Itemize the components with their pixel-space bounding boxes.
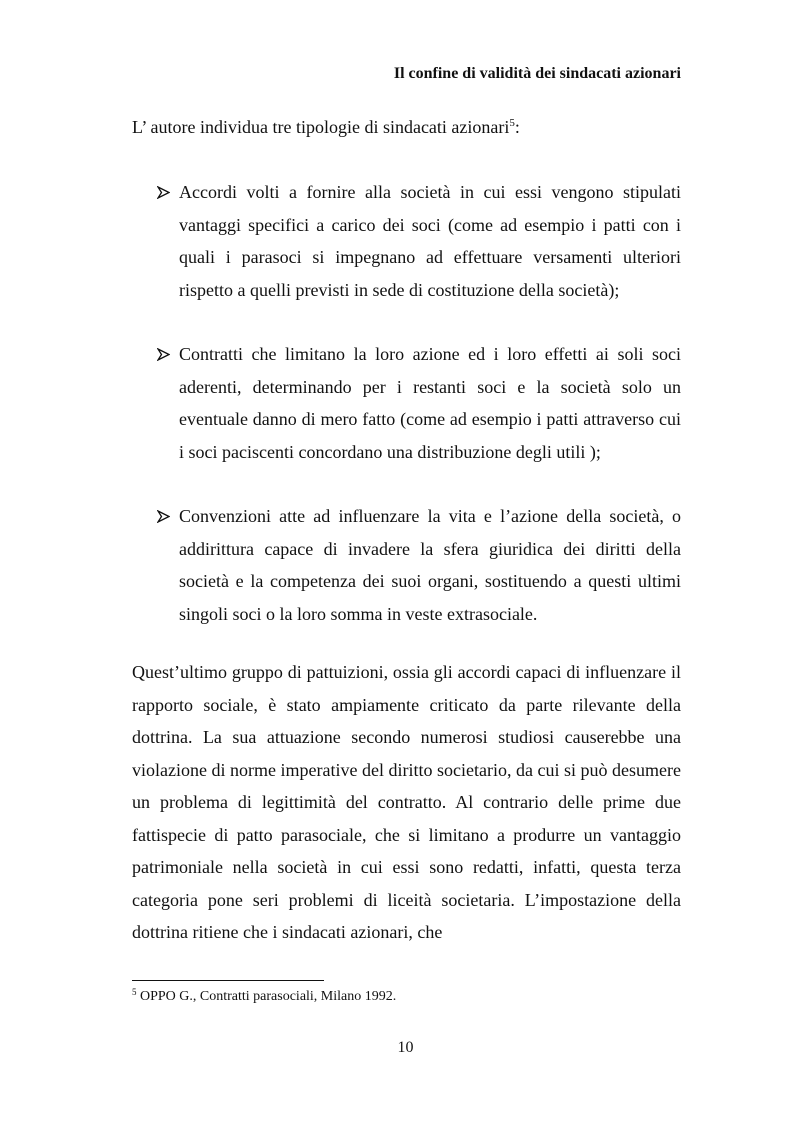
intro-text: L’ autore individua tre tipologie di sindacati azionari <box>132 117 510 137</box>
page-number: 10 <box>397 1039 414 1056</box>
arrow-bullet-icon <box>157 186 170 199</box>
list-item-text: Accordi volti a fornire alla società in cui essi vengono stipulati vantaggi specifici a carico dei soci (come ad esempio i patti con i quali i parasoci si impegnano ad effettuare versamenti ulteriori rispetto a quelli previsti in sede di costituzione della società); <box>179 182 681 300</box>
footnote-number: 5 <box>132 987 137 997</box>
footnote-divider <box>132 980 324 981</box>
intro-colon: : <box>514 117 520 137</box>
list-item-text: Convenzioni atte ad influenzare la vita e l’azione della società, o addirittura capace di invadere la sfera giuridica dei diritti della società e la competenza dei suoi organi, sostituendo a questi ultimi singoli soci o la loro somma in veste extrasociale. <box>179 506 681 624</box>
intro-sentence <box>132 115 520 139</box>
footnote-text: OPPO G., Contratti parasociali, Milano 1992. <box>140 989 397 1004</box>
footnote-reference[interactable]: 5 <box>509 117 515 129</box>
arrow-bullet-icon <box>157 348 170 361</box>
running-header: Il confine di validità dei sindacati azionari <box>393 65 681 82</box>
list-item <box>157 500 681 630</box>
body-paragraph: Quest’ultimo gruppo di pattuizioni, ossia gli accordi capaci di influenzare il rapporto sociale, è stato ampiamente criticato da parte rilevante della dottrina. La sua attuazione secondo numerosi studiosi causerebbe una violazione di norme imperative del diritto societario, da cui si può desumere un problema di legittimità del contratto. Al contrario delle prime due fattispecie di patto parasociale, che si limitano a produrre un vantaggio patrimoniale nella società in cui essi sono redatti, infatti, questa terza categoria pone seri problemi di liceità societaria. L’impostazione della dottrina ritiene che i sindacati azionari, che <box>132 662 681 942</box>
list-item <box>157 338 681 468</box>
arrow-bullet-icon <box>157 510 170 523</box>
list-item <box>157 176 681 306</box>
list-item-text: Contratti che limitano la loro azione ed i loro effetti ai soli soci aderenti, determinando per i restanti soci e la società solo un eventuale danno di mero fatto (come ad esempio i patti attraverso cui i soci paciscenti concordano una distribuzione degli utili ); <box>179 344 681 462</box>
typology-list <box>157 176 681 662</box>
footnote <box>132 988 396 1006</box>
